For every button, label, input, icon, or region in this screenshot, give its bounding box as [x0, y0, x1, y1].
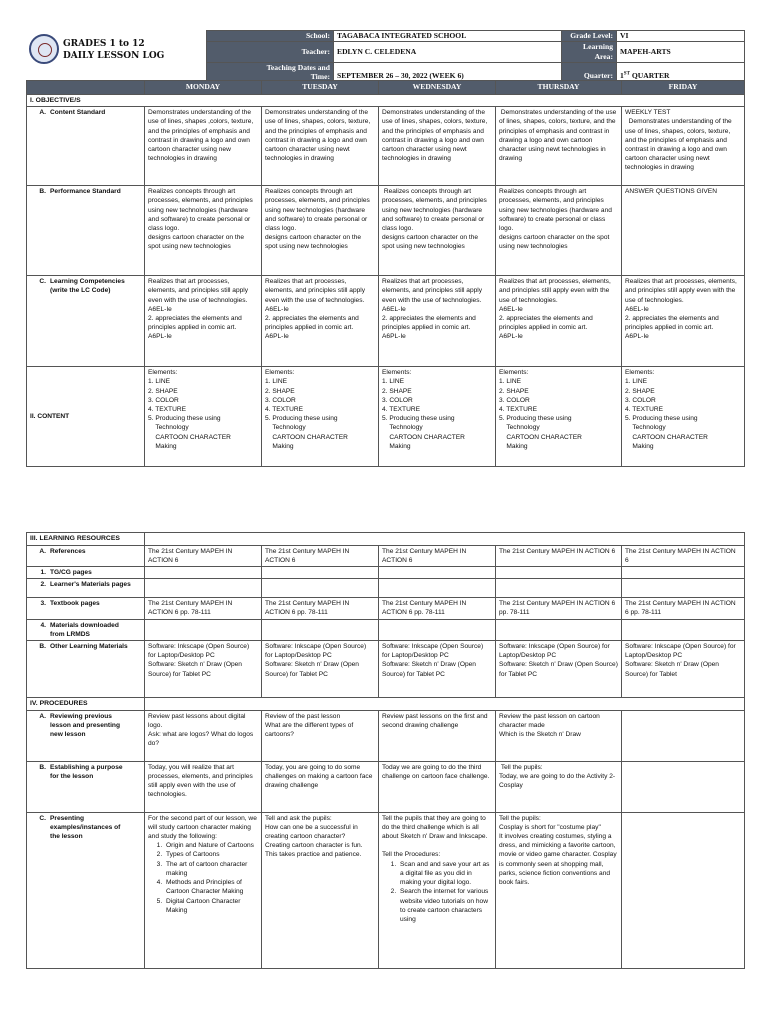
- friday-cell: Software: Inkscape (Open Source) for Laptop/Desktop PC Software: Sketch n' Draw (Open Source) for Tablet: [622, 641, 745, 698]
- row-label: B. Performance Standard: [27, 186, 145, 276]
- log-title: GRADES 1 to 12 DAILY LESSON LOG: [63, 39, 165, 61]
- day-header-row: [27, 81, 745, 95]
- resources-procedures-section: [26, 532, 744, 969]
- thursday-cell: Review the past lesson on cartoon character made Which is the Sketch n' Draw: [496, 710, 622, 761]
- dates-label: Teaching Dates and Time:: [207, 63, 334, 82]
- list-item: 3. The art of cartoon character making: [164, 860, 258, 878]
- lesson-table-2: [26, 532, 745, 969]
- list-item: 1. Origin and Nature of Cartoons: [164, 841, 258, 850]
- row-label: 4. Materials downloaded from LRMDS: [27, 619, 145, 640]
- friday-cell: Realizes that art processes, elements, and principles still apply even with the use of technologies. A6EL-Ie 2. appreciates the elements and principles applied in comic art. A6PL-Ie: [622, 276, 745, 367]
- thursday-cell: Demonstrates understanding of the use of lines, shapes, colors, texture, and the principles of emphasis and contrast in drawing a logo and own cartoon character using newt technologies in drawing: [496, 107, 622, 186]
- day-header-friday: FRIDAY: [622, 81, 745, 95]
- wednesday-cell: Elements: 1. LINE 2. SHAPE 3. COLOR 4. TEXTURE 5. Producing these using Technology CARTOON CHARACTER Making: [379, 367, 496, 467]
- presenting-row: [27, 812, 745, 968]
- reviewing-row: [27, 710, 745, 761]
- tuesday-cell: Demonstrates understanding of the use of lines, shapes, colors, texture, and the principles of emphasis and contrast in drawing a logo and own cartoon character using newt technologies in drawing: [262, 107, 379, 186]
- monday-cell: The 21st Century MAPEH IN ACTION 6 pp. 78-111: [145, 598, 262, 619]
- quarter-value: 1ST QUARTER: [617, 63, 745, 82]
- thursday-cell: Software: Inkscape (Open Source) for Laptop/Desktop PC Software: Sketch n' Draw (Open Source) for Tablet PC: [496, 641, 622, 698]
- row-label: 3. Textbook pages: [27, 598, 145, 619]
- friday-cell: [622, 710, 745, 761]
- teacher-label: Teacher:: [207, 42, 334, 63]
- textbook-row: [27, 598, 745, 619]
- section-row: [27, 698, 745, 711]
- section-row: [27, 94, 745, 107]
- thursday-cell: Realizes that art processes, elements, and principles still apply even with the use of technologies. A6EL-Ie 2. appreciates the elements and principles applied in comic art. A6PL-Ie: [496, 276, 622, 367]
- wednesday-cell: Demonstrates understanding of the use of lines, shapes, colors, texture, and the principles of emphasis and contrast in drawing a logo and own cartoon character using newt technologies in drawing: [379, 107, 496, 186]
- row-label: C. Presenting examples/instances of the lesson: [27, 812, 145, 968]
- resources-heading: III. LEARNING RESOURCES: [27, 533, 145, 546]
- friday-cell: [622, 761, 745, 812]
- wednesday-cell: Today we are going to do the third challenge on cartoon face challenge.: [379, 761, 496, 812]
- content-heading: II. CONTENT: [27, 367, 145, 467]
- tuesday-cell: Realizes concepts through art processes, elements, and principles using new technologies (hardware and software) to create personal or class logo. designs cartoon character on the spot using new technologies: [262, 186, 379, 276]
- tuesday-cell: Today, you are going to do some challenges on making a cartoon face drawing challenge: [262, 761, 379, 812]
- wednesday-cell: The 21st Century MAPEH IN ACTION 6 pp. 78-111: [379, 598, 496, 619]
- lesson-table-1: [26, 80, 745, 467]
- tuesday-cell: The 21st Century MAPEH IN ACTION 6: [262, 545, 379, 566]
- other-materials-row: [27, 641, 745, 698]
- wednesday-cell: Tell the pupils that they are going to do the third challenge which is all about Sketch n' Draw and Inkscape. Tell the Procedures: 1. Scan and and save your art as a digital file as you did in making your digital logo. 2. Search the internet for various website video tutorials on how to create cartoon characters using: [379, 812, 496, 968]
- tuesday-cell: Software: Inkscape (Open Source) for Laptop/Desktop PC Software: Sketch n' Draw (Open Source) for Tablet PC: [262, 641, 379, 698]
- school-value: TAGABACA INTEGRATED SCHOOL: [334, 31, 562, 42]
- learning-area-label: Learning Area:: [562, 42, 617, 63]
- thursday-cell: The 21st Century MAPEH IN ACTION 6 pp. 78-111: [496, 598, 622, 619]
- section-row: [27, 533, 745, 546]
- wednesday-cell: Review past lessons on the first and second drawing challenge: [379, 710, 496, 761]
- tuesday-cell: Elements: 1. LINE 2. SHAPE 3. COLOR 4. TEXTURE 5. Producing these using Technology CARTOON CHARACTER Making: [262, 367, 379, 467]
- day-header-thursday: THURSDAY: [496, 81, 622, 95]
- friday-cell: ANSWER QUESTIONS GIVEN: [622, 186, 745, 276]
- row-label: B. Establishing a purpose for the lesson: [27, 761, 145, 812]
- thursday-cell: The 21st Century MAPEH IN ACTION 6: [496, 545, 622, 566]
- wednesday-cell: Software: Inkscape (Open Source) for Laptop/Desktop PC Software: Sketch n' Draw (Open Source) for Tablet PC: [379, 641, 496, 698]
- monday-cell: Elements: 1. LINE 2. SHAPE 3. COLOR 4. TEXTURE 5. Producing these using Technology CARTOON CHARACTER Making: [145, 367, 262, 467]
- objectives-content-section: [26, 80, 744, 467]
- thursday-cell: Elements: 1. LINE 2. SHAPE 3. COLOR 4. TEXTURE 5. Producing these using Technology CARTOON CHARACTER Making: [496, 367, 622, 467]
- day-header-monday: MONDAY: [145, 81, 262, 95]
- monday-cell: For the second part of our lesson, we will study cartoon character making and study the following: 1. Origin and Nature of Cartoons 2. Types of Cartoons 3. The art of cartoon character making 4. Methods and Principles of Cartoon Character Making 5. Digital Cartoon Character Making: [145, 812, 262, 968]
- monday-cell: Demonstrates understanding of the use of lines, shapes ,colors, texture, and the principles of emphasis and contrast in drawing a logo and own cartoon character using new technologies in drawing: [145, 107, 262, 186]
- procedures-heading: IV. PROCEDURES: [27, 698, 145, 711]
- friday-cell: The 21st Century MAPEH IN ACTION 6: [622, 545, 745, 566]
- objectives-heading: I. OBJECTIVE/S: [27, 94, 745, 107]
- row-label: A. Reviewing previous lesson and presenting new lesson: [27, 710, 145, 761]
- friday-cell: Elements: 1. LINE 2. SHAPE 3. COLOR 4. TEXTURE 5. Producing these using Technology CARTOON CHARACTER Making: [622, 367, 745, 467]
- performance-standard-row: [27, 186, 745, 276]
- lesson-log-header: [26, 30, 744, 81]
- grade-level-label: Grade Level:: [562, 31, 617, 42]
- list-item: 1. Scan and and save your art as a digital file as you did in making your digital logo.: [398, 860, 492, 888]
- monday-cell: Realizes concepts through art processes, elements, and principles using new technologies (hardware and software) to create personal or class logo. designs cartoon character on the spot using new technologies: [145, 186, 262, 276]
- tg-cg-row: [27, 566, 745, 578]
- learning-competencies-row: [27, 276, 745, 367]
- purpose-row: [27, 761, 745, 812]
- dates-value: SEPTEMBER 26 – 30, 2022 (WEEK 6): [334, 63, 562, 82]
- monday-topic-list: [148, 841, 258, 915]
- friday-cell: The 21st Century MAPEH IN ACTION 6 pp. 78-111: [622, 598, 745, 619]
- references-row: [27, 545, 745, 566]
- content-row: [27, 367, 745, 467]
- learners-materials-row: [27, 579, 745, 598]
- row-label: B. Other Learning Materials: [27, 641, 145, 698]
- tuesday-cell: Tell and ask the pupils: How can one be a successful in creating cartoon character? Creating cartoon character is fun. This takes practice and patience.: [262, 812, 379, 968]
- lrmds-row: [27, 619, 745, 640]
- list-item: 4. Methods and Principles of Cartoon Character Making: [164, 878, 258, 896]
- tuesday-cell: The 21st Century MAPEH IN ACTION 6 pp. 78-111: [262, 598, 379, 619]
- monday-cell: Software: Inkscape (Open Source) for Laptop/Desktop PC Software: Sketch n' Draw (Open Source) for Tablet PC: [145, 641, 262, 698]
- list-item: 2. Search the internet for various website video tutorials on how to create cartoon characters using: [398, 887, 492, 924]
- monday-cell: The 21st Century MAPEH IN ACTION 6: [145, 545, 262, 566]
- grade-level-value: VI: [617, 31, 745, 42]
- quarter-label: Quarter:: [562, 63, 617, 82]
- thursday-cell: Tell the pupils: Today, we are going to do the Activity 2- Cosplay: [496, 761, 622, 812]
- monday-cell: Realizes that art processes, elements, and principles still apply even with the use of technologies. A6EL-Ie 2. appreciates the elements and principles applied in comic art. A6PL-Ie: [145, 276, 262, 367]
- deped-seal-icon: [29, 34, 59, 64]
- row-label: A. Content Standard: [27, 107, 145, 186]
- teacher-value: EDLYN C. CELEDENA: [334, 42, 562, 63]
- day-header-tuesday: TUESDAY: [262, 81, 379, 95]
- friday-cell: WEEKLY TEST Demonstrates understanding of the use of lines, shapes, colors, texture, and the principles of emphasis and contrast in drawing a logo and own cartoon character using newt technologies in drawing: [622, 107, 745, 186]
- row-label: 1. TG/CG pages: [27, 566, 145, 578]
- monday-cell: Review past lessons about digital logo. Ask: what are logos? What do logos do?: [145, 710, 262, 761]
- friday-cell: [622, 812, 745, 968]
- monday-cell: Today, you will realize that art processes, elements, and principles still apply even with the use of technologies.: [145, 761, 262, 812]
- tuesday-cell: Realizes that art processes, elements, and principles still apply even with the use of technologies. A6EL-Ie 2. appreciates the elements and principles applied in comic art. A6PL-Ie: [262, 276, 379, 367]
- wednesday-cell: Realizes concepts through art processes, elements, and principles using new technologies (hardware and software) to create personal or class logo. designs cartoon character on the spot using new technologies: [379, 186, 496, 276]
- thursday-cell: Realizes concepts through art processes, elements, and principles using new technologies (hardware and software) to create personal or class logo. designs cartoon character on the spot using new technologies: [496, 186, 622, 276]
- row-label: 2. Learner's Materials pages: [27, 579, 145, 598]
- wednesday-cell: The 21st Century MAPEH IN ACTION 6: [379, 545, 496, 566]
- thursday-cell: Tell the pupils: Cosplay is short for "costume play" It involves creating costumes, styling a dress, and mimicking a favorite cartoon, movie or video game character. Cosplay is commonly seen at shopping mall, parks, science fiction conventions and book fairs.: [496, 812, 622, 968]
- row-label: A. References: [27, 545, 145, 566]
- wednesday-procedure-list: [382, 860, 492, 925]
- day-header-blank: [27, 81, 145, 95]
- list-item: 2. Types of Cartoons: [164, 850, 258, 859]
- header-info-table: [206, 30, 745, 82]
- row-label: C. Learning Competencies (write the LC Code): [27, 276, 145, 367]
- list-item: 5. Digital Cartoon Character Making: [164, 897, 258, 915]
- wednesday-cell: Realizes that art processes, elements, and principles still apply even with the use of technologies. A6EL-Ie 2. appreciates the elements and principles applied in comic art. A6PL-Ie: [379, 276, 496, 367]
- day-header-wednesday: WEDNESDAY: [379, 81, 496, 95]
- school-label: School:: [207, 31, 334, 42]
- content-standard-row: [27, 107, 745, 186]
- tuesday-cell: Review of the past lesson What are the different types of cartoons?: [262, 710, 379, 761]
- learning-area-value: MAPEH-ARTS: [617, 42, 745, 63]
